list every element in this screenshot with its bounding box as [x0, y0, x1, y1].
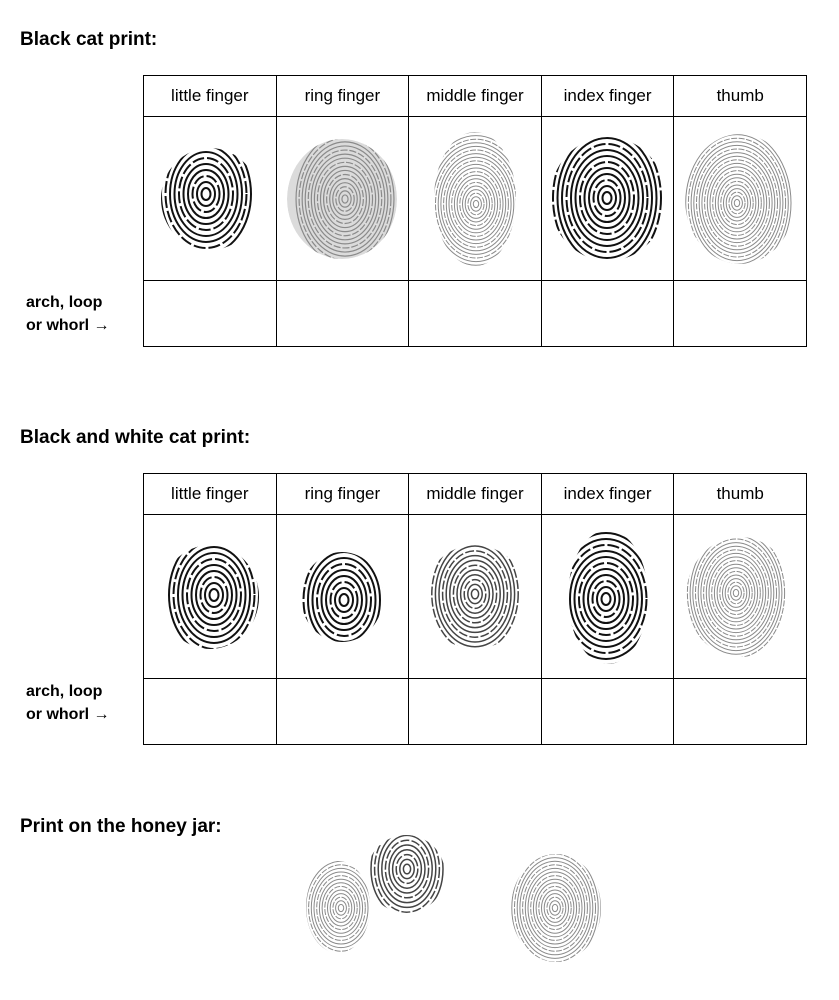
fingerprint-image-little-finger [160, 147, 260, 251]
answer-row [144, 281, 807, 347]
column-header-ring-finger: ring finger [276, 76, 409, 117]
fingerprint-cell [541, 117, 674, 281]
fingerprint-table-black-cat [143, 75, 807, 347]
fingerprint-image-ring-finger [300, 551, 384, 643]
fingerprint-image-middle-finger [423, 544, 527, 650]
fingerprint-table-black-and-white-cat [143, 473, 807, 745]
honey-jar-print-right [510, 853, 602, 963]
answer-row-label-line2: or whorl → [26, 706, 110, 723]
fingerprint-image-middle-finger [433, 131, 517, 267]
answer-cell-ring-finger[interactable] [276, 281, 409, 347]
fingerprint-cell [144, 117, 277, 281]
table-header-row [144, 474, 807, 515]
column-header-index-finger: index finger [541, 76, 674, 117]
answer-cell-ring-finger[interactable] [276, 679, 409, 745]
column-header-little-finger: little finger [144, 76, 277, 117]
answer-cell-middle-finger[interactable] [409, 281, 542, 347]
fingerprint-image-thumb [684, 133, 796, 265]
fingerprint-cell [674, 515, 807, 679]
answer-cell-little-finger[interactable] [144, 281, 277, 347]
answer-cell-index-finger[interactable] [541, 281, 674, 347]
fingerprint-cell [541, 515, 674, 679]
answer-cell-thumb[interactable] [674, 679, 807, 745]
fingerprint-image-index-finger [549, 136, 667, 262]
fingerprint-cell [144, 515, 277, 679]
answer-row-label-line1: arch, loop [26, 683, 103, 700]
section-heading-black-cat: Black cat print: [20, 29, 158, 50]
section-heading-black-and-white-cat: Black and white cat print: [20, 427, 251, 448]
fingerprint-cell [409, 515, 542, 679]
fingerprint-image-thumb [685, 536, 795, 658]
column-header-middle-finger: middle finger [409, 76, 542, 117]
column-header-middle-finger: middle finger [409, 474, 542, 515]
answer-cell-thumb[interactable] [674, 281, 807, 347]
column-header-thumb: thumb [674, 76, 807, 117]
fingerprint-image-row [144, 117, 807, 281]
fingerprint-image-ring-finger [286, 138, 398, 260]
answer-cell-little-finger[interactable] [144, 679, 277, 745]
column-header-ring-finger: ring finger [276, 474, 409, 515]
table-header-row [144, 76, 807, 117]
column-header-little-finger: little finger [144, 474, 277, 515]
column-header-thumb: thumb [674, 474, 807, 515]
answer-cell-index-finger[interactable] [541, 679, 674, 745]
fingerprint-image-index-finger [567, 529, 649, 665]
answer-cell-middle-finger[interactable] [409, 679, 542, 745]
fingerprint-cell [674, 117, 807, 281]
fingerprint-image-little-finger [160, 544, 260, 650]
answer-row-label [26, 680, 141, 726]
answer-row [144, 679, 807, 745]
honey-jar-print-middle [366, 834, 446, 914]
fingerprint-cell [409, 117, 542, 281]
answer-row-label-line1: arch, loop [26, 294, 103, 311]
fingerprint-cell [276, 117, 409, 281]
honey-jar-print-left [305, 860, 371, 954]
fingerprint-image-row [144, 515, 807, 679]
answer-row-label-line2: or whorl → [26, 317, 110, 334]
answer-row-label [26, 291, 141, 337]
section-heading-honey-jar: Print on the honey jar: [20, 816, 222, 837]
fingerprint-cell [276, 515, 409, 679]
column-header-index-finger: index finger [541, 474, 674, 515]
